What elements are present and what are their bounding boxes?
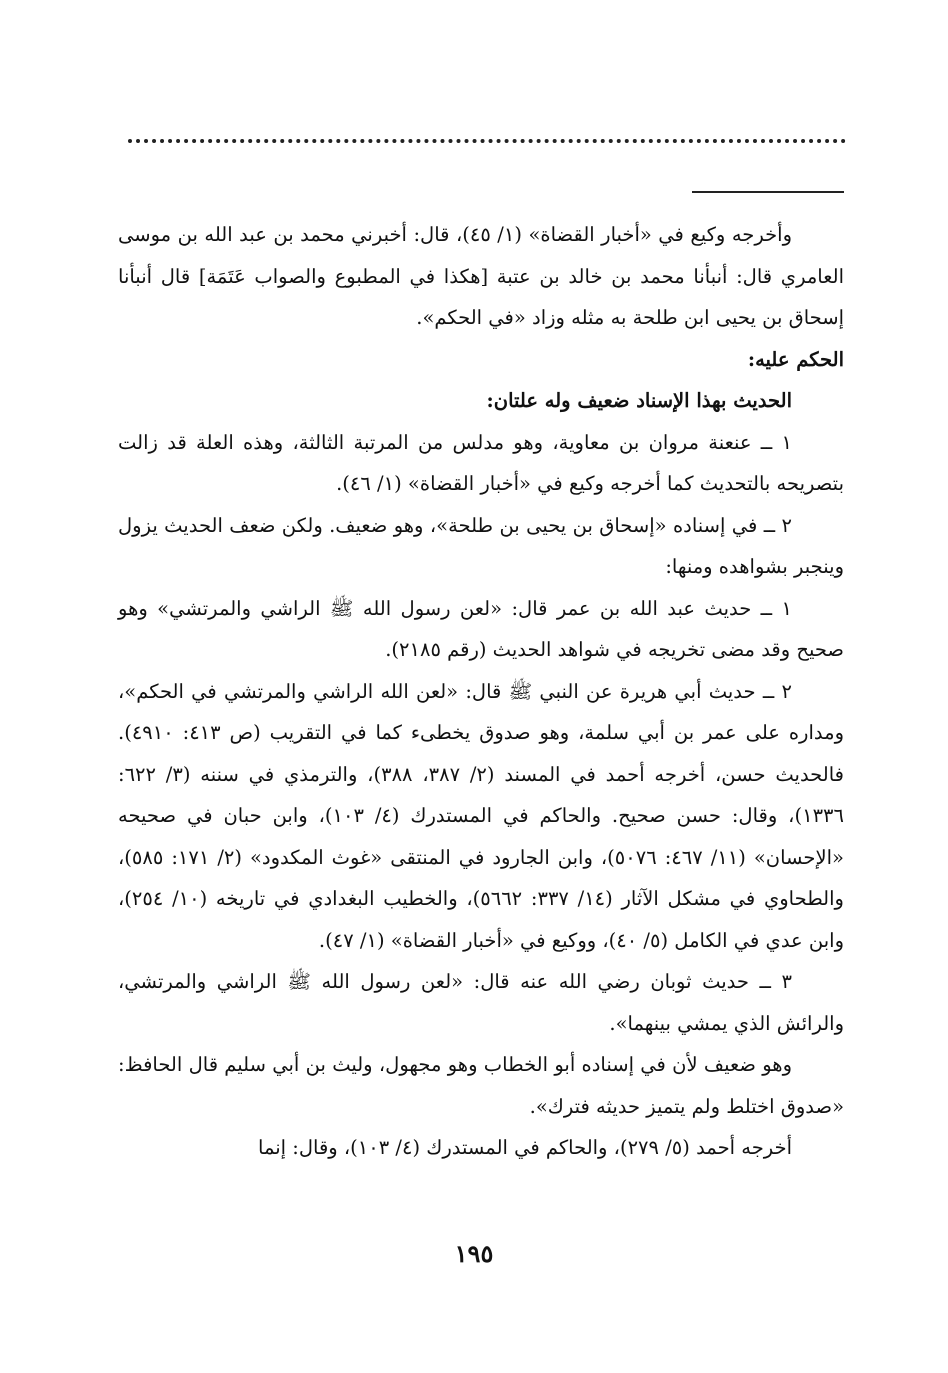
paragraph-waki-takhrij: وأخرجه وكيع في «أخبار القضاة» (١/ ٤٥)، قال: أخبرني محمد بن عبد الله بن موسى العامري قال: أنبأنا محمد بن خالد بن عتبة [هكذا في المطبوع والصواب عَتَمَة] قال أنبأنا إسحاق بن يحيى ابن طلحة به مثله وزاد «في الحكم». — [118, 223, 844, 329]
list-item-witness-1: ١ ــ حديث عبد الله بن عمر قال: «لعن رسول الله ﷺ الراشي والمرتشي» وهو صحيح وقد مضى تخريجه في شواهد الحديث (رقم ٢١٨٥). — [118, 596, 844, 661]
list-item-defect-2: ٢ ــ في إسناده «إسحاق بن يحيى بن طلحة»، وهو ضعيف. ولكن ضعف الحديث يزول وينجبر بشواهده ومنها: — [118, 513, 844, 578]
paragraph-continuation: أخرجه أحمد (٥/ ٢٧٩)، والحاكم في المستدرك (٤/ ١٠٣)، وقال: إنما — [258, 1136, 792, 1159]
list-item-witness-3: ٣ ــ حديث ثوبان رضي الله عنه قال: «لعن رسول الله ﷺ الراشي والمرتشي، والرائش الذي يمشي بينهما». — [118, 970, 844, 1035]
footnote-dotted-separator — [128, 139, 846, 143]
list-item-witness-2: ٢ ــ حديث أبي هريرة عن النبي ﷺ قال: «لعن الله الراشي والمرتشي في الحكم»، ومداره على عمر بن أبي سلمة، وهو صدوق يخطىء كما في التقريب (ص ٤١٣: ٤٩١٠). فالحديث حسن، أخرجه أحمد في المسند (٢/ ٣٨٧، ٣٨٨)، والترمذي في سننه (٣/ ٦٢٢: ١٣٣٦)، وقال: حسن صحيح. والحاكم في المستدرك (٤/ ١٠٣)، وابن حبان في صحيحه «الإحسان» (١١/ ٤٦٧: ٥٠٧٦)، وابن الجارود في المنتقى «غوث المكدود» (٢/ ١٧١: ٥٨٥)، والطحاوي في مشكل الآثار (١٤/ ٣٣٧: ٥٦٦٢)، والخطيب البغدادي في تاريخه (١٠/ ٢٥٤)، وابن عدي في الكامل (٥/ ٤٠)، ووكيع في «أخبار القضاة» (١/ ٤٧). — [118, 679, 844, 952]
list-item-defect-1: ١ ــ عنعنة مروان بن معاوية، وهو مدلس من المرتبة الثالثة، وهذه العلة قد زالت بتصريحه بالتحديث كما أخرجه وكيع في «أخبار القضاة» (١/ ٤٦). — [118, 430, 844, 495]
page-number: ١٩٥ — [454, 1239, 494, 1268]
footnote-rule — [692, 191, 844, 193]
footnote-body — [118, 214, 844, 1169]
paragraph-weakness-note: وهو ضعيف لأن في إسناده أبو الخطاب وهو مجهول، وليث بن أبي سليم قال الحافظ: «صدوق اختلط ولم يتميز حديثه فترك». — [118, 1053, 844, 1118]
subheading-two-defects: الحديث بهذا الإسناد ضعيف وله علتان: — [486, 389, 792, 412]
section-heading-hukm: الحكم عليه: — [747, 347, 844, 371]
